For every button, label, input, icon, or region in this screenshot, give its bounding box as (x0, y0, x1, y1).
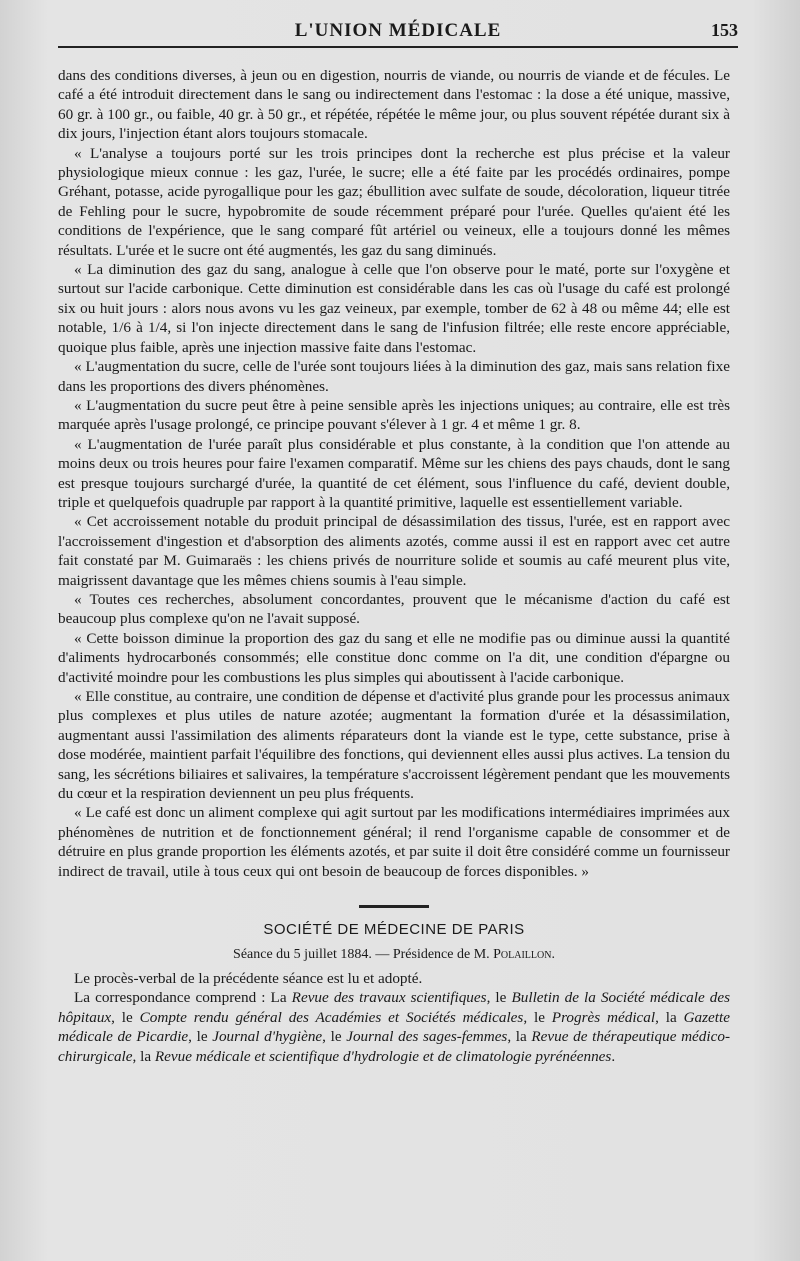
journal-name: Gazette médicale de Picardie (58, 1008, 730, 1046)
journal-name: Revue des travaux scientifiques (291, 989, 487, 1007)
journal-name: Revue de thérapeutique médico-chirurgicale (58, 1028, 731, 1065)
paragraph: « Cette boisson diminue la proportion des gaz du sang et elle ne modifie pas ou diminue aussi la quantité d'aliments hydrocarbonés consommés; elle constitue donc comme on l'a dit, une condition d'épargne ou d'activité moindre pour les combustions les plus simples qui aboutissent à l'acide carbonique. (58, 629, 730, 686)
paragraph: « Elle constitue, au contraire, une condition de dépense et d'activité plus grande pour les processus animaux plus complexes et plus utiles de nature azotée; augmentant la formation d'urée et la désassimilation, augmentant aussi l'assimilation des aliments réparateurs dont la viande est le type, cette substance, prise à dose modérée, maintient parfait l'équilibre des fonctions, qui deviennent elles aussi plus actives. La tension du sang, les sécrétions biliaires et salivaires, la température s'accroissent légèrement pendant que les mouvements du cœur et la respiration deviennent un peu plus fréquents. (58, 688, 730, 803)
minutes-block (58, 969, 730, 1066)
correspondence-paragraph (58, 988, 730, 1066)
paragraph: « L'augmentation du sucre peut être à peine sensible après les injections uniques; au contraire, elle est très marquée après l'usage prolongé, ce principe pouvant s'élever à 1 gr. 4 et même 1 gr. 8. (58, 396, 730, 434)
article-body (58, 66, 730, 1066)
journal-name: Compte rendu général des Académies et Sociétés médicales (139, 1008, 524, 1026)
page-number: 153 (711, 20, 738, 40)
text-run: , la (507, 1028, 532, 1046)
paragraph: dans des conditions diverses, à jeun ou en digestion, nourris de viande, ou nourris de viande et de fécules. Le café a été introduit directement dans le sang ou indirectement dans l'estomac : la dose a été unique, massive, 60 gr. à 100 gr., ou faible, 40 gr. à 50 gr., et répétée, répétée le même jour, ou plus souvent répétée durant six à dix jours, l'injection étant alors toujours stomacale. (58, 67, 730, 143)
section-divider (359, 905, 429, 908)
text-run: La correspondance comprend : La (74, 989, 292, 1007)
journal-name: Progrès médical (551, 1008, 656, 1026)
text-run: , le (111, 1008, 140, 1026)
text-run: , la (132, 1047, 155, 1065)
paragraph: « La diminution des gaz du sang, analogue à celle que l'on observe pour le maté, porte sur l'oxygène et surtout sur l'acide carbonique. Cette diminution est considérable dans les cas où l'usage du café est prolongé six ou huit jours : alors nous avons vu les gaz veineux, par exemple, tomber de 62 à 48 ou même 44; elle est notable, 1/6 à 1/4, si l'on injecte directement dans le sang de l'infusion filtrée; elle reste encore appréciable, quoique plus faible, après une injection massive faite dans l'estomac. (58, 261, 730, 356)
text-run: . (611, 1047, 616, 1065)
text-run: , le (188, 1028, 213, 1046)
paragraph: « Cet accroissement notable du produit principal de désassimilation des tissus, l'urée, est en rapport avec l'accroissement d'ingestion et d'absorption des aliments azotés, comme aussi il est en rapport avec cet autre fait constaté par M. Guimaraës : les chiens privés de nourriture solide et soumis au café meurent plus vite, maigrissent davantage que les mêmes chiens soumis à l'eau simple. (58, 513, 730, 589)
session-date-text: Séance du 5 juillet 1884. — Présidence de M. (233, 947, 490, 963)
journal-name: Journal d'hygiène (212, 1028, 323, 1046)
section-heading: SOCIÉTÉ DE MÉDECINE DE PARIS (263, 921, 525, 939)
text-run: , le (523, 1008, 552, 1026)
paragraph: « L'augmentation du sucre, celle de l'urée sont toujours liées à la diminution des gaz, mais sans relation fixe dans les proportions des divers phénomènes. (58, 358, 730, 395)
journal-title: L'UNION MÉDICALE (294, 20, 502, 41)
text-run: , la (655, 1008, 684, 1026)
journal-name: Journal des sages-femmes (346, 1028, 508, 1046)
session-line (58, 945, 730, 964)
text-run: , le (486, 989, 512, 1007)
running-header (58, 16, 738, 48)
paragraph: « L'augmentation de l'urée paraît plus considérable et plus constante, à la condition que l'on attende au moins deux ou trois heures pour faire l'examen comparatif. Même sur les chiens des pays chauds, dont le sang est presque toujours surchargé d'urée, la quantité de cet élément, sous l'influence du café, devient double, triple et quelquefois quadruple par rapport à la quantité primitive, laquelle est essentiellement variable. (58, 435, 730, 511)
paragraph: « Toutes ces recherches, absolument concordantes, prouvent que le mécanisme d'action du café est beaucoup plus complexe qu'on ne l'avait supposé. (58, 590, 730, 628)
paragraph: « L'analyse a toujours porté sur les trois principes dont la recherche est plus précise et la valeur physiologique mieux connue : les gaz, l'urée, le sucre; elle a été faite par les procédés ordinaires, pompe Gréhant, potasse, acide pyrogallique pour les gaz; ébullition avec sulfate de soude, décoloration, liqueur titrée de Fehling pour le sucre, hypobromite de soude récemment préparé pour l'urée. Quelles qu'aient été les conditions de l'expérience, que le sang comparé fût artériel ou veineux, elle a toujours donné les mêmes résultats. L'urée et le sucre ont été augmentés, les gaz du sang diminués. (58, 144, 730, 259)
paragraph: « Le café est donc un aliment complexe qui agit surtout par les modifications intermédiaires imprimées aux phénomènes de nutrition et de fonctionnement général; il rend l'organisme capable de consommer et de détruire en plus grande proportion les éléments azotés, et par suite il doit être considéré comme un fournisseur indirect de travail, utile à tous ceux qui ont besoin de beaucoup de forces disponibles. » (58, 804, 730, 880)
minutes-paragraph: Le procès-verbal de la précédente séance est lu et adopté. (74, 969, 423, 987)
journal-name: Revue médicale et scientifique d'hydrologie et de climatologie pyrénéennes (154, 1047, 612, 1065)
president-name: Polaillon. (493, 947, 555, 963)
text-run: , le (322, 1028, 347, 1046)
journal-name: Bulletin de la Société médicale des hôpitaux (58, 989, 731, 1026)
